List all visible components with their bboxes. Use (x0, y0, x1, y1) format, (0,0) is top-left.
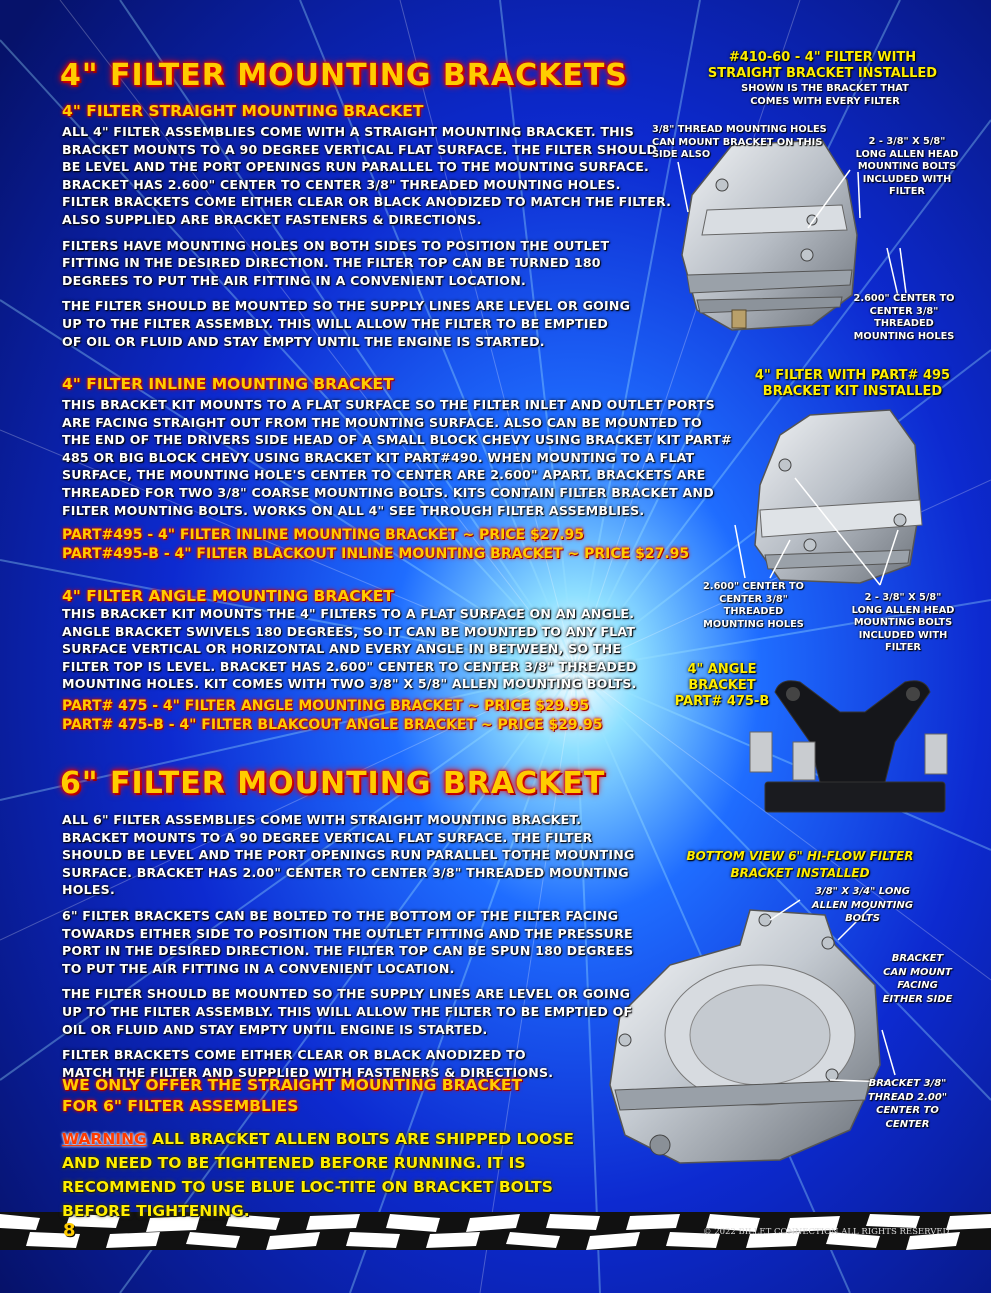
angle-paragraph-1: THIS BRACKET KIT MOUNTS THE 4" FILTERS TO A FLAT SURFACE ON AN ANGLE. ANGLE BRACKET SWIVELS 180 DEGREES, SO IT CAN BE MOUNTED TO ANY FLAT SURFACE VERTICAL OR HORIZONTAL AND EVERY ANGLE IN BETWEEN, SO THE FILTER TOP IS LEVEL. BRACKET HAS 2.600" CENTER TO CENTER 3/8" THREADED MOUNTING HOLES. KIT COMES WITH TWO 3/8" X 5/8" ALLEN MOUNTING BOLTS. (62, 606, 637, 692)
inline-paragraph-1: THIS BRACKET KIT MOUNTS TO A FLAT SURFACE SO THE FILTER INLET AND OUTLET PORTS ARE FACING STRAIGHT OUT FROM THE MOUNTING SURFACE. ALSO CAN BE MOUNTED TO THE END OF THE DRIVERS SIDE HEAD OF A SMALL BLOCK CHEVY USING BRACKET KIT PART# 485 OR BIG BLOCK CHEVY USING BRACKET KIT PART#490. WHEN MOUNTING TO A FLAT SURFACE, THE MOUNTING HOLE'S CENTER TO CENTER ARE 2.600" APART. BRACKETS ARE THREADED FOR TWO 3/8" COARSE MOUNTING BOLTS. KITS CONTAIN FILTER BRACKET AND FILTER MOUNTING BOLTS. WORKS ON ALL 4" SEE THROUGH FILTER ASSEMBLIES. (62, 397, 732, 518)
six-paragraph-1: ALL 6" FILTER ASSEMBLIES COME WITH STRAIGHT MOUNTING BRACKET. BRACKET MOUNTS TO A 90 DEGREE VERTICAL FLAT SURFACE. THE FILTER SHOULD BE LEVEL AND THE PORT OPENINGS RUN PARALLEL TOTHE MOUNTING SURFACE. BRACKET HAS 2.00" CENTER TO CENTER 3/8" THREADED MOUNTING HOLES. (62, 812, 635, 898)
angle-price-475-b: PART# 475-B - 4" FILTER BLAKCOUT ANGLE BRACKET ~ PRICE $29.95 (62, 717, 603, 733)
warning-word: WARNING (62, 1130, 147, 1148)
angle-price-475: PART# 475 - 4" FILTER ANGLE MOUNTING BRACKET ~ PRICE $29.95 (62, 698, 590, 714)
caption-allen-bolts-a: 2 - 3/8" X 5/8" LONG ALLEN HEAD MOUNTING BOLTS INCLUDED WITH FILTER (855, 136, 959, 197)
straight-paragraph-3: THE FILTER SHOULD BE MOUNTED SO THE SUPPLY LINES ARE LEVEL OR GOING UP TO THE FILTER ASSEMBLY. THIS WILL ALLOW THE FILTER TO BE EMPTIED OF OIL OR FLUID AND STAY EMPTY UNTIL THE ENGINE IS STARTED. (62, 298, 631, 349)
six-paragraph-2: 6" FILTER BRACKETS CAN BE BOLTED TO THE BOTTOM OF THE FILTER FACING TOWARDS EITHER SIDE TO POSITION THE OUTLET FITTING AND THE PRESSURE PORT IN THE DESIRED DIRECTION. THE FILTER TOP CAN BE SPUN 180 DEGREES TO PUT THE AIR FITTING IN A CONVENIENT LOCATION. (62, 907, 634, 976)
warning-text: ALL BRACKET ALLEN BOLTS ARE SHIPPED LOOSE AND NEED TO BE TIGHTENED BEFORE RUNNING. IT IS RECOMMEND TO USE BLUE LOC-TITE ON BRACKET BOLTS BEFORE TIGHTENING. (62, 1130, 574, 1220)
warning-notice (62, 1127, 602, 1223)
caption-bottom-title: BOTTOM VIEW 6" HI-FLOW FILTER BRACKET INSTALLED (686, 849, 914, 880)
copyright-notice: © 2022 BILLET CONNECTION ALL RIGHTS RESERVED (703, 1227, 950, 1237)
caption-either-side: BRACKET CAN MOUNT FACING EITHER SIDE (882, 953, 953, 1005)
six-only-straight-note: WE ONLY OFFER THE STRAIGHT MOUNTING BRACKET FOR 6" FILTER ASSEMBLIES (62, 1076, 523, 1115)
inline-price-495-b: PART#495-B - 4" FILTER BLACKOUT INLINE MOUNTING BRACKET ~ PRICE $27.95 (62, 546, 690, 562)
heading-inline-bracket: 4" FILTER INLINE MOUNTING BRACKET (62, 375, 394, 393)
heading-angle-bracket: 4" FILTER ANGLE MOUNTING BRACKET (62, 587, 394, 605)
caption-allen-bolts-b: 2 - 3/8" X 5/8" LONG ALLEN HEAD MOUNTING BOLTS INCLUDED WITH FILTER (851, 592, 955, 653)
caption-long-allen: 3/8" X 3/4" LONG ALLEN MOUNTING BOLTS (811, 886, 914, 924)
caption-top-title-2: STRAIGHT BRACKET INSTALLED (707, 66, 938, 81)
caption-thread-holes: 3/8" THREAD MOUNTING HOLES CAN MOUNT BRACKET ON THIS SIDE ALSO (652, 124, 827, 160)
title-4in-brackets: 4" FILTER MOUNTING BRACKETS (60, 58, 628, 93)
caption-thread-2in: BRACKET 3/8" THREAD 2.00" CENTER TO CENTER (867, 1078, 948, 1130)
title-6in-bracket: 6" FILTER MOUNTING BRACKET (60, 766, 606, 801)
straight-paragraph-1: ALL 4" FILTER ASSEMBLIES COME WITH A STRAIGHT MOUNTING BRACKET. THIS BRACKET MOUNTS TO A 90 DEGREE VERTICAL FLAT SURFACE. THE FILTER SHOULD BE LEVEL AND THE PORT OPENINGS RUN PARALLEL TO THE MOUNTING SURFACE. BRACKET HAS 2.600" CENTER TO CENTER 3/8" THREADED MOUNTING HOLES. FILTER BRACKETS COME EITHER CLEAR OR BLACK ANODIZED TO MATCH THE FILTER. ALSO SUPPLIED ARE BRACKET FASTENERS & DIRECTIONS. (62, 124, 672, 227)
caption-top-title-1: #410-60 - 4" FILTER WITH (728, 50, 917, 65)
inline-price-495: PART#495 - 4" FILTER INLINE MOUNTING BRACKET ~ PRICE $27.95 (62, 527, 585, 543)
heading-straight-bracket: 4" FILTER STRAIGHT MOUNTING BRACKET (62, 102, 424, 120)
six-paragraph-4: FILTER BRACKETS COME EITHER CLEAR OR BLACK ANODIZED TO MATCH THE FILTER AND SUPPLIED WITH FASTENERS & DIRECTIONS. (62, 1047, 554, 1080)
caption-angle-title: 4" ANGLE BRACKET PART# 475-B (674, 662, 770, 709)
caption-inline-title: 4" FILTER WITH PART# 495 BRACKET KIT INSTALLED (754, 368, 951, 399)
six-paragraph-3: THE FILTER SHOULD BE MOUNTED SO THE SUPPLY LINES ARE LEVEL OR GOING UP TO THE FILTER ASSEMBLY. THIS WILL ALLOW THE FILTER TO BE EMPTIED OF OIL OR FLUID AND STAY EMPTY UNTIL ENGINE IS STARTED. (62, 986, 633, 1037)
caption-top-subtitle: SHOWN IS THE BRACKET THAT COMES WITH EVERY FILTER (741, 83, 909, 107)
page-number: 8 (63, 1220, 76, 1241)
straight-paragraph-2: FILTERS HAVE MOUNTING HOLES ON BOTH SIDES TO POSITION THE OUTLET FITTING IN THE DESIRED DIRECTION. THE FILTER TOP CAN BE TURNED 180 DEGREES TO PUT THE AIR FITTING IN A CONVENIENT LOCATION. (62, 237, 610, 288)
caption-center-b: 2.600" CENTER TO CENTER 3/8" THREADED MOUNTING HOLES (703, 581, 804, 630)
caption-center-a: 2.600" CENTER TO CENTER 3/8" THREADED MOUNTING HOLES (853, 293, 955, 342)
